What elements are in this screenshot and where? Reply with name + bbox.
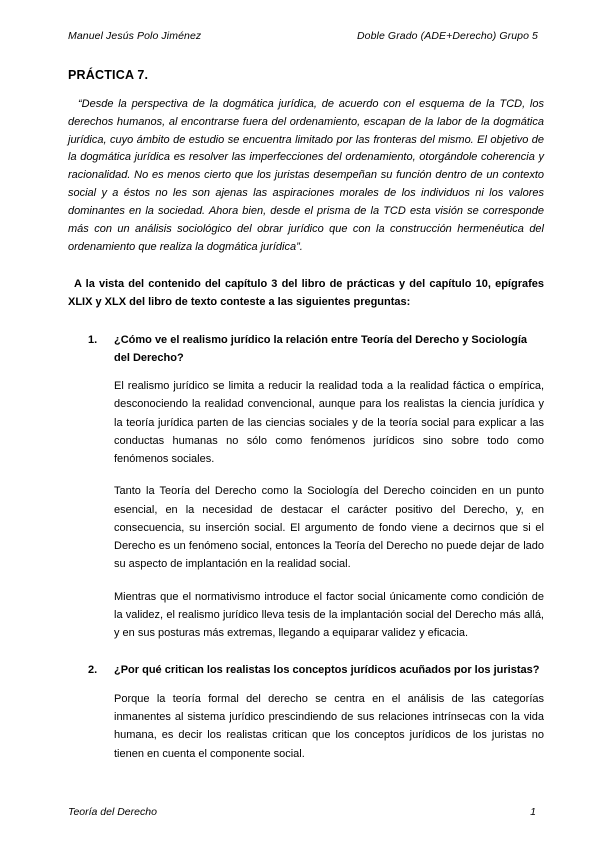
question-block xyxy=(68,662,544,763)
quotation-paragraph: “Desde la perspectiva de la dogmática jurídica, de acuerdo con el esquema de la TCD, los derechos humanos, al encontrarse fuera del ordenamiento, escapan de la labor de la dogmática jurídica, cuyo ámbito de estudio se encuentra limitado por las fronteras del mismo. El objetivo de la dogmática jurídica es resolver las imperfecciones del ordenamiento, otorgándole coherencia y racionalidad. No es menos cierto que los juristas desempeñan su función dentro de un contexto social y a éstos no les son ajenas las aspiraciones morales de los individuos ni los valores dominantes en la sociedad. Ahora bien, desde el prisma de la TCD esta visión se corresponde más con un análisis sociológico del obrar jurídico que con la construcción hermenéutica del ordenamiento que realiza la dogmática jurídica”. xyxy=(68,98,544,253)
page-footer xyxy=(68,806,544,818)
answer-paragraph: El realismo jurídico se limita a reducir la realidad toda a la realidad fáctica o empírica, desconociendo la realidad convencional, aunque para los realistas la ciencia jurídica y la teoría jurídica parten de las ciencias sociales y de la teoría social para explicar a las conductas humanas no sólo como fenómenos jurídicos sino sobre todo como fenómenos sociales. xyxy=(114,380,544,466)
page-header xyxy=(68,30,544,42)
answer-paragraph: Mientras que el normativismo introduce el factor social únicamente como condición de la validez, el realismo jurídico lleva tesis de la implantación social del Derecho más allá, y en sus posturas más extremas, llegando a equiparar validez y eficacia. xyxy=(114,590,544,640)
footer-page-number: 1 xyxy=(530,806,536,818)
question-item xyxy=(68,332,544,367)
instruction-paragraph: A la vista del contenido del capítulo 3 del libro de prácticas y del capítulo 10, epígrafes XLIX y XLX del libro de texto conteste a las siguientes preguntas: xyxy=(68,278,544,309)
question-item xyxy=(68,662,544,680)
spacer xyxy=(68,648,544,662)
header-author: Manuel Jesús Polo Jiménez xyxy=(68,30,202,42)
question-block xyxy=(68,332,544,642)
question-number: 1. xyxy=(88,333,98,346)
footer-subject: Teoría del Derecho xyxy=(68,806,157,818)
question-text: ¿Por qué critican los realistas los conceptos jurídicos acuñados por los juristas? xyxy=(114,664,540,677)
question-number: 2. xyxy=(88,664,98,677)
answer-paragraph: Tanto la Teoría del Derecho como la Sociología del Derecho coinciden en un punto esencial, en la necesidad de destacar el carácter positivo del Derecho, y, en consecuencia, su inserción social. El argumento de fondo viene a decirnos que si el Derecho es un fenómeno social, entonces la Teoría del Derecho no puede dejar de lado su aspecto de implantación en la realidad social. xyxy=(114,485,544,571)
question-text: ¿Cómo ve el realismo jurídico la relación entre Teoría del Derecho y Sociología del Derecho? xyxy=(114,333,528,364)
answer-paragraph: Porque la teoría formal del derecho se centra en el análisis de las categorías inmanentes al sistema jurídico prescindiendo de sus relaciones intrínsecas con la vida humana, es decir los realistas critican que los conceptos jurídicos de los juristas no tienen en cuenta el componente social. xyxy=(114,692,544,760)
header-course: Doble Grado (ADE+Derecho) Grupo 5 xyxy=(356,30,538,42)
page-title: PRÁCTICA 7. xyxy=(68,68,149,82)
